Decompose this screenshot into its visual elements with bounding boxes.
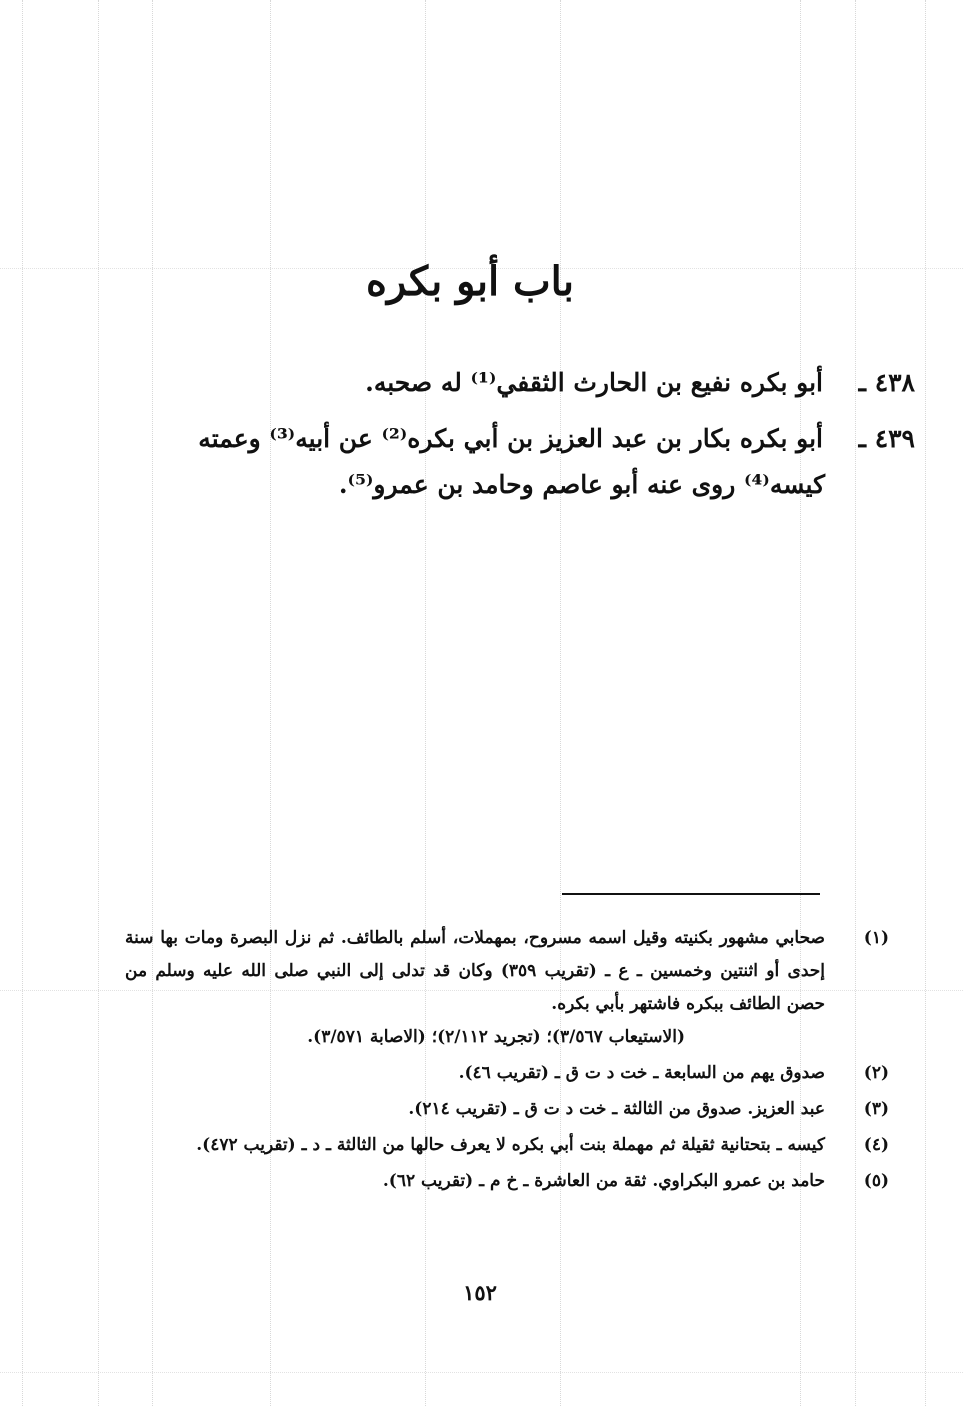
footnote-number: (٤)	[863, 1135, 889, 1155]
grid-line	[98, 0, 99, 1406]
footnote-reference: (الاستيعاب ٣/٥٦٧)؛ (تجريد ٢/١١٢)؛ (الاصابة ٣/٥٧١).	[307, 1027, 685, 1047]
grid-line	[925, 0, 926, 1406]
footnote-number: (٣)	[863, 1099, 889, 1119]
footnote-text: صدوق يهم من السابعة ـ خت د ت ق ـ (تقريب ٤٦).	[458, 1063, 825, 1083]
footnote-text: عبد العزيز. صدوق من الثالثة ـ خت د ت ق ـ (تقريب ٢١٤).	[408, 1099, 825, 1119]
entry-number: ٤٣٩ ـ	[858, 424, 915, 453]
footnote-2	[125, 1057, 889, 1090]
page-number: ١٥٢	[463, 1280, 497, 1305]
footnote-text: كيسه ـ بتحتانية ثقيلة ثم مهملة بنت أبي بكره لا يعرف حالها من الثالثة ـ د ـ (تقريب ٤٧٢).	[196, 1135, 825, 1155]
entry-text-line-2: كيسه⁽⁴⁾ روى عنه أبو عاصم وحامد بن عمرو⁽⁵⁾.	[338, 470, 825, 499]
footnote-text: حامد بن عمرو البكراوي. ثقة من العاشرة ـ خ م ـ (تقريب ٦٢).	[382, 1171, 825, 1191]
entry-439	[133, 416, 915, 508]
footnote-5	[125, 1165, 889, 1198]
footnote-number: (١)	[863, 928, 889, 948]
chapter-title: باب أبو بكره	[366, 258, 574, 305]
footnotes	[125, 922, 889, 1201]
footnote-separator	[562, 893, 820, 895]
footnote-text: صحابي مشهور بكنيته وقيل اسمه مسروح، بمهملات، أسلم بالطائف. ثم نزل البصرة ومات بها سنة إحدى أو اثنتين وخمسين ـ ع ـ (تقريب ٣٥٩) وكان قد تدلى إلى النبي صلى الله عليه وسلم من حصن الطائف ببكره فاشتهر بأبي بكره.	[125, 928, 826, 1014]
entry-text-line-1: أبو بكره بكار بن عبد العزيز بن أبي بكره⁽²⁾ عن أبيه⁽³⁾ وعمته	[198, 424, 823, 453]
footnote-number: (٢)	[863, 1063, 889, 1083]
grid-line	[0, 1372, 963, 1373]
entry-438	[133, 360, 915, 406]
grid-line	[22, 0, 23, 1406]
footnote-3	[125, 1093, 889, 1126]
footnote-4	[125, 1129, 889, 1162]
footnote-1	[125, 922, 889, 1054]
entry-number: ٤٣٨ ـ	[858, 368, 915, 397]
footnote-number: (٥)	[863, 1171, 889, 1191]
entry-text: أبو بكره نفيع بن الحارث الثقفي⁽¹⁾ له صحبه.	[365, 368, 823, 397]
